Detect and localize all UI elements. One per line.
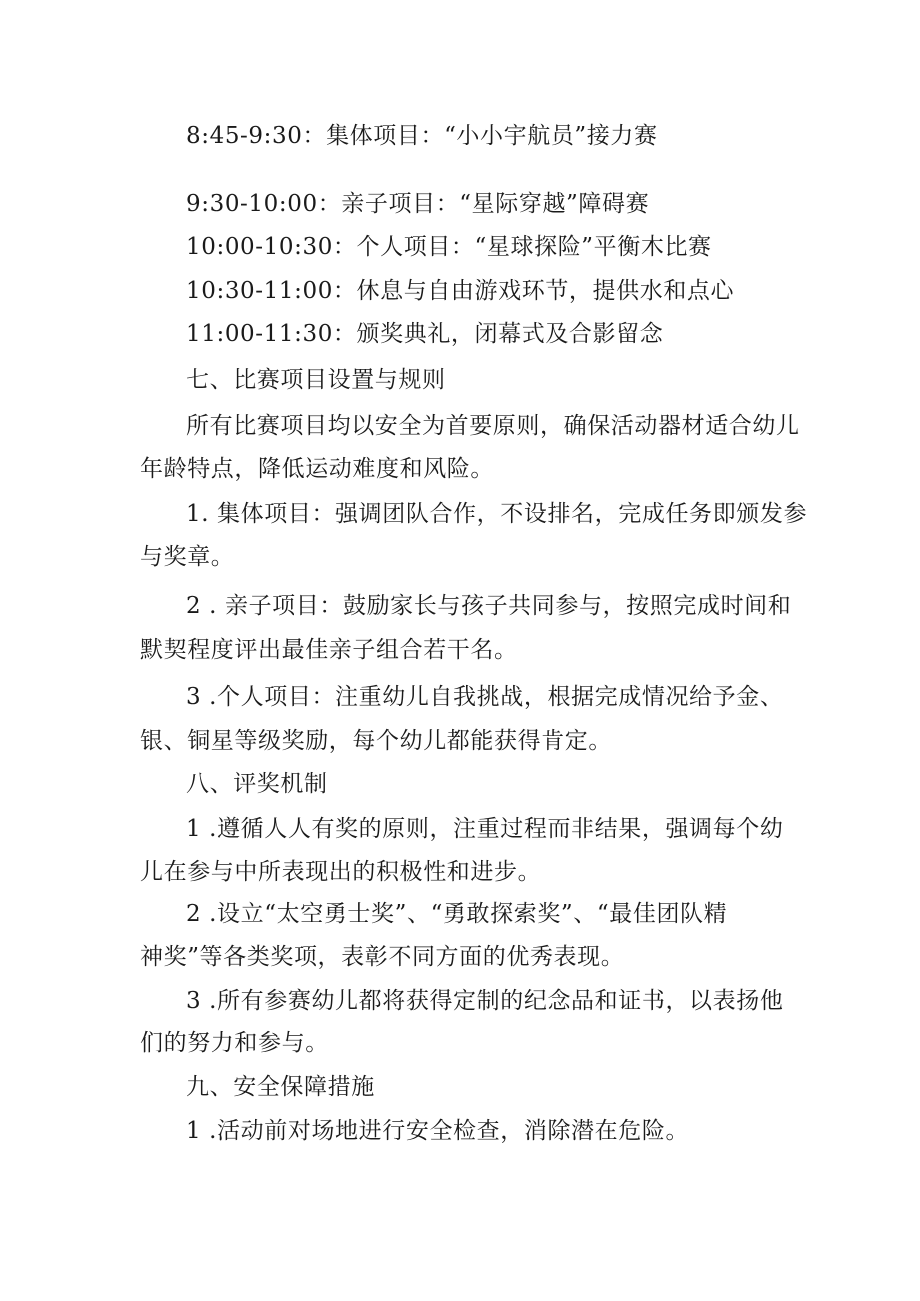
list-item-line: 默契程度评出最佳亲子组合若干名。 [140, 637, 518, 663]
list-item-line: 3 .个人项目：注重幼儿自我挑战，根据完成情况给予金、 [186, 684, 784, 710]
schedule-item: 8:45-9:30：集体项目：“小小宇航员”接力赛 [186, 123, 658, 149]
paragraph-line: 所有比赛项目均以安全为首要原则，确保活动器材适合幼儿 [186, 413, 800, 439]
schedule-item: 9:30-10:00：亲子项目：“星际穿越”障碍赛 [186, 191, 650, 217]
section-heading: 七、比赛项目设置与规则 [186, 367, 446, 393]
list-item-line: 2 .设立“太空勇士奖”、“勇敢探索奖”、“最佳团队精 [186, 901, 728, 927]
list-item-line: 神奖”等各类奖项，表彰不同方面的优秀表现。 [140, 944, 625, 970]
paragraph-line: 年龄特点，降低运动难度和风险。 [140, 456, 494, 482]
schedule-item: 10:00-10:30：个人项目：“星球探险”平衡木比赛 [186, 234, 712, 260]
schedule-item: 11:00-11:30：颁奖典礼，闭幕式及合影留念 [186, 321, 664, 347]
list-item-line: 1. 集体项目：强调团队合作，不设排名，完成任务即颁发参 [186, 501, 808, 527]
list-item-line: 银、铜星等级奖励，每个幼儿都能获得肯定。 [140, 728, 612, 754]
list-item-line: 1 .活动前对场地进行安全检查，消除潜在危险。 [186, 1118, 690, 1144]
list-item-line: 1 .遵循人人有奖的原则，注重过程而非结果，强调每个幼 [186, 816, 784, 842]
section-heading: 九、安全保障措施 [186, 1074, 375, 1100]
list-item-line: 儿在参与中所表现出的积极性和进步。 [140, 859, 542, 885]
list-item-line: 2 . 亲子项目：鼓励家长与孩子共同参与，按照完成时间和 [186, 593, 792, 619]
list-item-line: 们的努力和参与。 [140, 1030, 329, 1056]
schedule-item: 10:30-11:00：休息与自由游戏环节，提供水和点心 [186, 278, 735, 304]
section-heading: 八、评奖机制 [186, 771, 328, 797]
list-item-line: 与奖章。 [140, 544, 235, 570]
list-item-line: 3 .所有参赛幼儿都将获得定制的纪念品和证书，以表扬他 [186, 988, 784, 1014]
